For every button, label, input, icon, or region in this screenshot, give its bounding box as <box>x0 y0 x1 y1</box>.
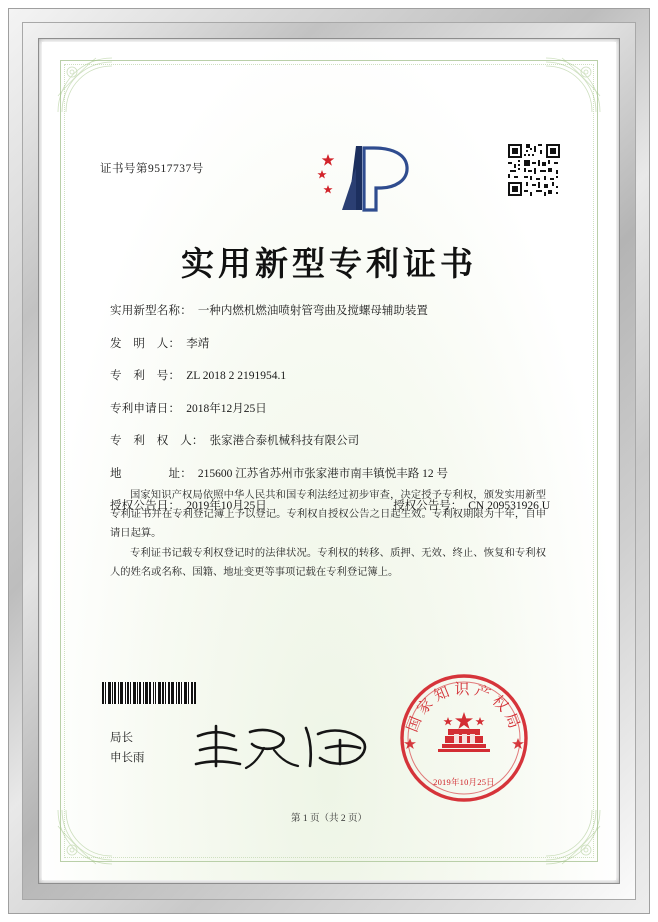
field-value: 215600 江苏省苏州市张家港市南丰镇悦丰路 12 号 <box>197 467 449 480</box>
field-value: 一种内燃机燃油喷射管弯曲及搅螺母辅助装置 <box>197 305 428 317</box>
field-row <box>110 432 550 448</box>
certificate-number: 证书号第9517737号 <box>100 163 204 175</box>
field-row <box>110 302 550 318</box>
field-value: 李靖 <box>186 337 210 350</box>
paragraph: 专利证书记载专利权登记时的法律状况。专利权的转移、质押、无效、终止、恢复和专利权人的姓名或名称、国籍、地址变更等事项记载在专利登记簿上。 <box>110 548 546 578</box>
field-label: 专 利 号： <box>110 370 181 382</box>
field-value: ZL 2018 2 2191954.1 <box>186 370 287 382</box>
official-seal <box>398 672 530 804</box>
handwritten-signature-icon <box>190 720 380 774</box>
signature-title <box>110 728 145 768</box>
field-value: 张家港合泰机械科技有限公司 <box>209 435 360 447</box>
field-value: 2018年12月25日 <box>186 402 267 415</box>
corner-ornament-icon <box>544 56 602 114</box>
barcode-icon <box>102 682 234 704</box>
field-row <box>110 465 550 481</box>
page-footer: 第 1 页（共 2 页） <box>290 814 367 824</box>
field-label: 专 利 权 人： <box>110 435 204 447</box>
certificate-page <box>42 42 616 880</box>
paragraph: 国家知识产权局依照中华人民共和国专利法经过初步审查，决定授予专利权，颁发实用新型专利证书并在专利登记簿上予以登记。专利权自授权公告之日起生效。专利权期限为十年，自申请日起算。 <box>110 490 546 539</box>
signature-title-line2: 申长雨 <box>110 752 145 764</box>
seal-date: 2019年10月25日 <box>433 777 495 787</box>
legal-paragraphs <box>110 486 546 583</box>
corner-ornament-icon <box>56 56 114 114</box>
field-label: 专利申请日： <box>110 402 181 415</box>
field-row <box>110 335 550 351</box>
field-value-secondary: CN 209531926 U <box>468 500 550 512</box>
field-row <box>110 400 550 416</box>
field-label: 地 址： <box>110 467 192 480</box>
page-title: 实用新型专利证书 <box>181 244 477 283</box>
field-row <box>110 367 550 383</box>
field-value: 2019年10月25日 <box>186 500 267 512</box>
signature-title-line1: 局长 <box>110 732 133 744</box>
field-label: 授权公告日： <box>110 500 181 512</box>
field-label: 发 明 人： <box>110 337 181 350</box>
field-label: 实用新型名称： <box>110 305 192 317</box>
qr-code-icon <box>506 142 562 198</box>
field-label-secondary: 授权公告号： <box>393 500 463 512</box>
cnipa-logo-icon <box>312 140 420 218</box>
svg-text:国家知识产权局: 国家知识产权局 <box>402 680 526 735</box>
